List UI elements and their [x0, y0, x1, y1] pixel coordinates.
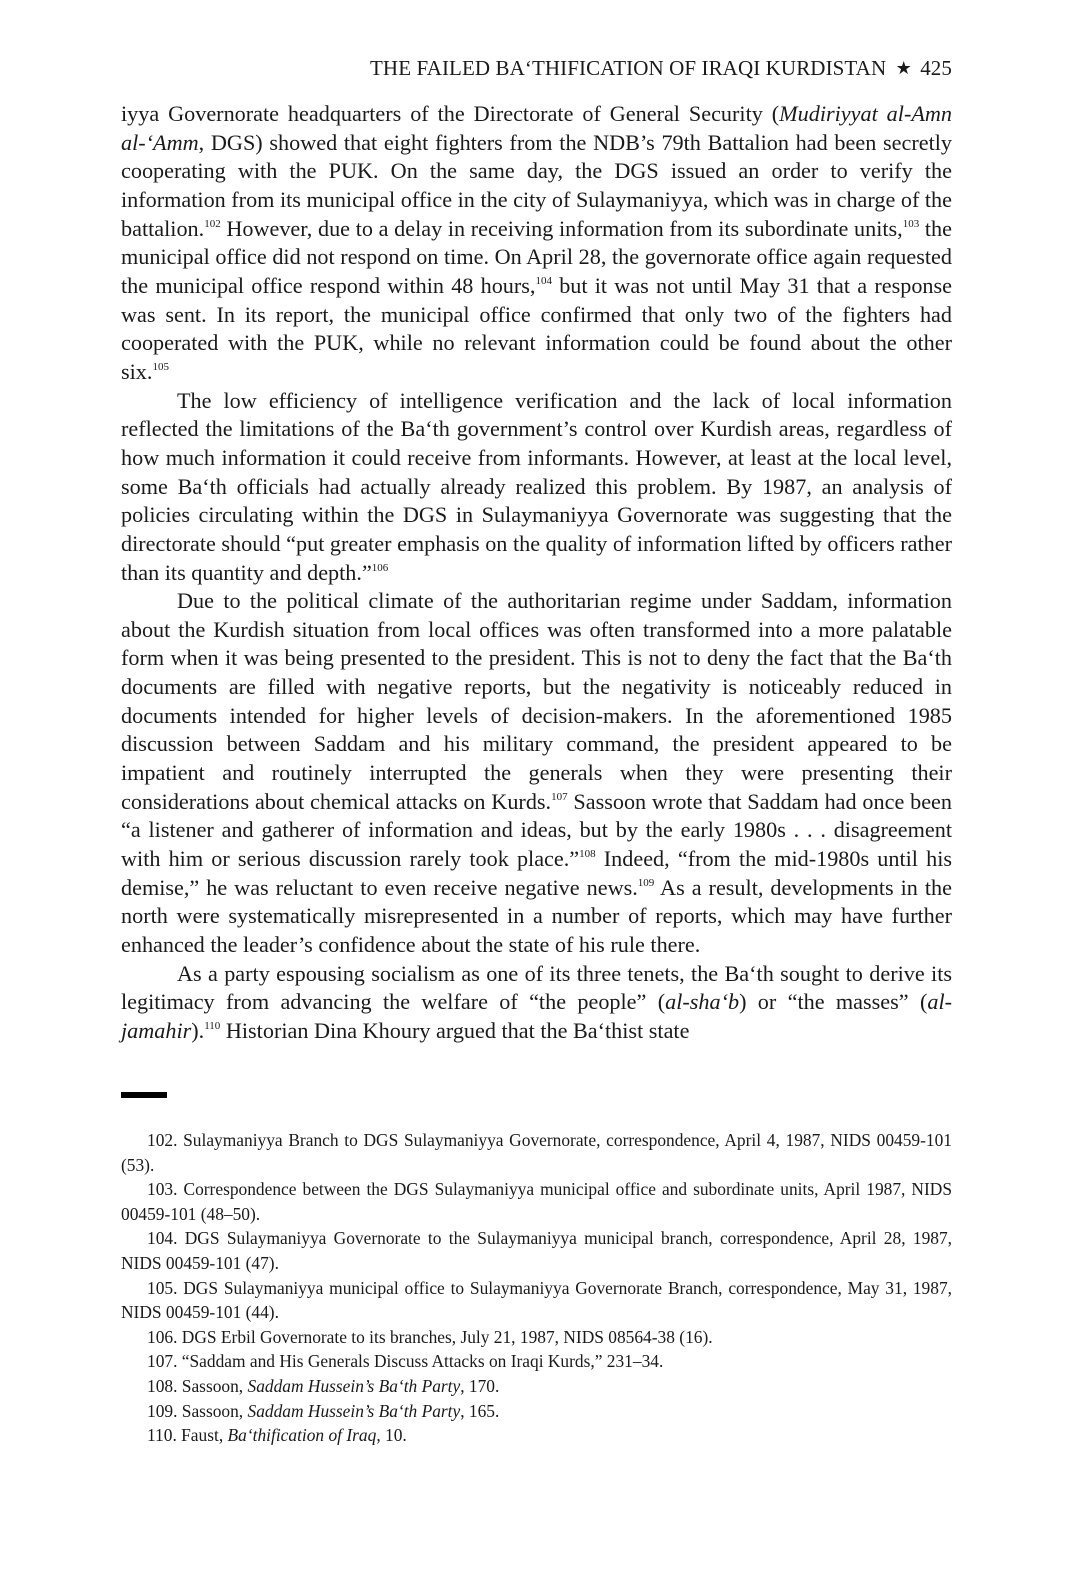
text-run: 106. DGS Erbil Governorate to its branches, July 21, 1987, NIDS 08564-38 (16).	[147, 1326, 713, 1347]
text-run: 109. Sassoon,	[147, 1400, 248, 1421]
footnote-ref: 107	[551, 790, 568, 803]
text-run: but it was not until May 31 that a response was sent. In its report, the municipal office confirmed that only two of the fighters had cooperated with the PUK, while no relevant information could be found about the other six.	[121, 272, 952, 384]
text-run: 105. DGS Sulaymaniyya municipal office to Sulaymaniyya Governorate Branch, correspondence, May 31, 1987, NIDS 00459-101 (44).	[121, 1277, 952, 1323]
footnote	[121, 1325, 952, 1350]
text-run: 107. “Saddam and His Generals Discuss Attacks on Iraqi Kurds,” 231–34.	[147, 1351, 664, 1372]
footnote-ref: 110	[204, 1020, 221, 1032]
text-run: As a party espousing socialism as one of its three tenets, the Ba‘th sought to derive its legitimacy from advancing the welfare of “the people” (	[121, 960, 952, 1015]
text-run: ).	[191, 1018, 205, 1043]
text-run: , 165.	[460, 1400, 500, 1421]
text-run: Sassoon wrote that Saddam had once been “a listener and gatherer of information and ideas, but by the early 1980s . . . disagreement with him or serious discussion rarely took place.”	[121, 788, 952, 872]
text-run: Historian Dina Khoury argued that the Ba‘thist state	[220, 1018, 690, 1043]
italic-text: Saddam Hussein’s Ba‘th Party	[247, 1375, 461, 1396]
text-run: ) or “the masses” (	[739, 989, 928, 1015]
text-run: The low efficiency of intelligence verification and the lack of local information reflected the limitations of the Ba‘th government’s control over Kurdish areas, regardless of how much information it could receive from informants. However, at least at the local level, some Ba‘th officials had actually already realized this problem. By 1987, an analysis of policies circulating within the DGS in Sulaymaniyya Governorate was suggesting that the directorate should “put greater emphasis on the quality of information lifted by officers rather than its quantity and depth.”	[121, 387, 952, 585]
footnote	[121, 1423, 952, 1448]
italic-text: Mudiriyyat al-Amn al-‘Amm	[121, 101, 953, 155]
text-run: the municipal office did not respond on time. On April 28, the governorate office again requested the municipal office respond within 48 hours,	[121, 215, 952, 298]
text-run: Due to the political climate of the authoritarian regime under Saddam, information about the Kurdish situation from local offices was often transformed into a more palatable form when it was being presented to the president. This is not to deny the fact that the Ba‘th documents are filled with negative reports, but the negativity is noticeably reduced in documents intended for higher levels of decision-makers. In the aforementioned 1985 discussion between Saddam and his military command, the president appeared to be impatient and routinely interrupted the generals when they were presenting their considerations about chemical attacks on Kurds.	[121, 588, 952, 814]
body-paragraph	[121, 100, 952, 387]
text-run: , 170.	[460, 1375, 500, 1396]
text-run: , DGS) showed that eight fighters from the NDB’s 79th Battalion had been secretly cooperating with the PUK. On the same day, the DGS issued an order to verify the information from its municipal office in the city of Sulaymaniyya, which was in charge of the battalion.	[121, 129, 953, 241]
footnote	[121, 1399, 952, 1424]
running-title: THE FAILED BA‘THIFICATION OF IRAQI KURDISTAN	[370, 56, 887, 80]
text-run: 102. Sulaymaniyya Branch to DGS Sulaymaniyya Governorate, correspondence, April 4, 1987, NIDS 00459-101 (53).	[121, 1130, 952, 1175]
footnote	[121, 1349, 952, 1374]
italic-text: al-sha‘b	[665, 989, 740, 1015]
text-run: Indeed, “from the mid-1980s until his demise,” he was reluctant to even receive negative news.	[121, 846, 952, 900]
text-run: 108. Sassoon,	[147, 1375, 248, 1396]
footnote	[121, 1226, 952, 1275]
body-paragraph	[121, 587, 952, 960]
italic-text: Saddam Hussein’s Ba‘th Party	[247, 1400, 461, 1421]
footnote-ref: 105	[152, 360, 169, 373]
star-icon: ★	[895, 58, 912, 78]
footnote-ref: 109	[637, 876, 655, 889]
italic-text: al-jamahir	[121, 989, 952, 1043]
text-run: iyya Governorate headquarters of the Directorate of General Security (	[121, 101, 780, 126]
footnote-ref: 108	[579, 848, 596, 861]
text-run: 110. Faust,	[147, 1425, 228, 1446]
footnote-separator-rule	[121, 1092, 167, 1098]
page-number: 425	[920, 56, 952, 80]
body-paragraph	[121, 960, 952, 1046]
footnote-ref: 102	[204, 217, 221, 230]
footnote	[121, 1276, 952, 1325]
footnotes	[121, 1128, 952, 1448]
footnote-ref: 106	[371, 561, 389, 574]
body-text	[121, 100, 952, 1046]
footnote-ref: 103	[902, 217, 920, 230]
text-run: , 10.	[376, 1425, 407, 1446]
text-run: As a result, developments in the north were systematically misrepresented in a number of reports, which may have further enhanced the leader’s confidence about the state of his rule there.	[121, 874, 952, 958]
text-run: 103. Correspondence between the DGS Sulaymaniyya municipal office and subordinate units, April 1987, NIDS 00459-101 (48–50).	[121, 1179, 952, 1224]
footnote	[121, 1177, 952, 1226]
text-run: 104. DGS Sulaymaniyya Governorate to the Sulaymaniyya municipal branch, correspondence, April 28, 1987, NIDS 00459-101 (47).	[121, 1228, 952, 1273]
text-run: However, due to a delay in receiving information from its subordinate units,	[220, 215, 903, 241]
italic-text: Ba‘thification of Iraq	[227, 1425, 377, 1446]
footnote	[121, 1374, 952, 1399]
running-header	[370, 56, 952, 81]
body-paragraph	[121, 387, 952, 588]
footnote	[121, 1128, 952, 1177]
footnote-ref: 104	[535, 274, 552, 287]
